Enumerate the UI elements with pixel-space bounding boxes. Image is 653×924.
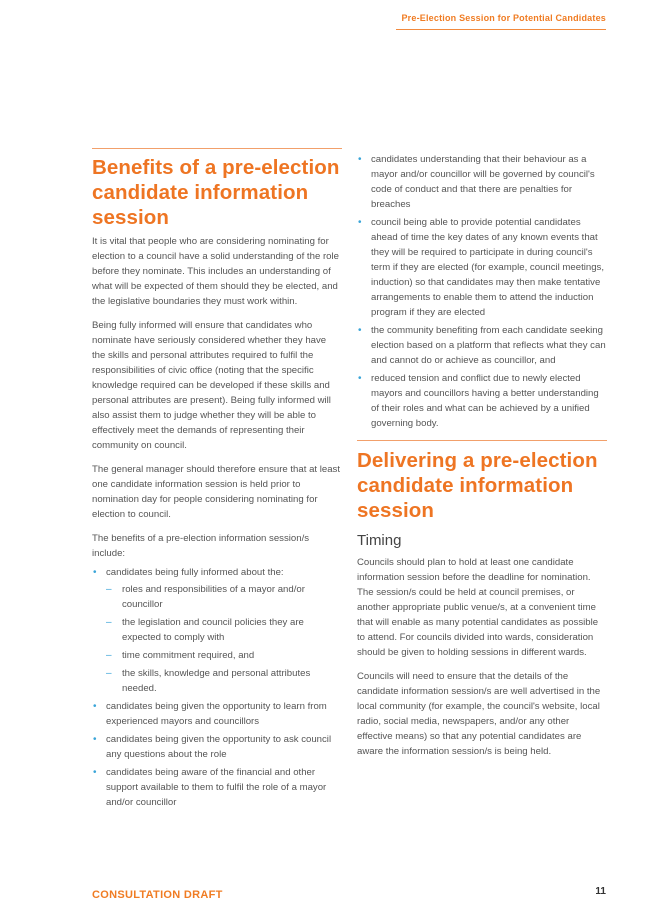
list-item: • candidates being given the opportunity to learn from experienced mayors and councillors (92, 699, 342, 729)
list-item: • reduced tension and conflict due to newly elected mayors and councillors having a better understanding of their roles and what can be achieved by a unified governing body. (357, 371, 607, 431)
section-divider (92, 148, 342, 149)
sub-list (106, 582, 342, 696)
section-divider (357, 440, 607, 441)
list-item: • candidates understanding that their behaviour as a mayor and/or councillor will be governed by council's code of conduct and that there are penalties for breaches (357, 152, 607, 212)
paragraph: The benefits of a pre-election information session/s include: (92, 533, 310, 559)
list-item: • council being able to provide potential candidates ahead of time the key dates of any known events that they will be required to participate in during council's term if they are elected (for example, council meetings, induction) so that candidates may then make tentative arrangements to enable them to attend the induction program if they are elected (357, 215, 607, 320)
paragraph: Councils will need to ensure that the details of the candidate information session/s are well advertised in the local community (for example, the council's website, local radio, social media, newspapers, and/or any other effective means) so that any potential candidates are aware the information session/s is being held. (357, 671, 601, 757)
section-heading-benefits: Benefits of a pre-election candidate information session (92, 156, 340, 229)
list-item: • candidates being aware of the financial and other support available to them to fulfil the role of a mayor and/or councillor (92, 765, 342, 810)
sub-list-item: – the legislation and council policies they are expected to comply with (106, 615, 342, 645)
sub-list-item: – the skills, knowledge and personal attributes needed. (106, 666, 342, 696)
sub-list-item: – roles and responsibilities of a mayor and/or councillor (106, 582, 342, 612)
list-item: • candidates being given the opportunity to ask council any questions about the role (92, 732, 342, 762)
paragraph: It is vital that people who are considering nominating for election to a council have a solid understanding of the role before they nominate. This includes an understanding of what will be expected of them should they be elected, and the legislative boundaries they must work within. (92, 236, 339, 307)
list-item (92, 565, 342, 696)
right-column (357, 152, 607, 768)
paragraph: The general manager should therefore ensure that at least one candidate information session is held prior to nomination day for people considering nominating for election to council. (92, 464, 340, 520)
page-number: 11 (595, 886, 606, 897)
sub-list-item: – time commitment required, and (106, 648, 342, 663)
paragraph: Being fully informed will ensure that candidates who nominate have seriously considered whether they have the skills and personal attributes required to fulfil the responsibilities of civic office (noting that the specific knowledge required can be developed if these skills and personal attributes are present). Being fully informed will also assist them to judge whether they will be able to effectively meet the demands of representing their community on council. (92, 320, 331, 451)
list-item: • the community benefiting from each candidate seeking election based on a platform that reflects what they can and cannot do or achieve as councillor, and (357, 323, 607, 368)
subheading-timing: Timing (357, 532, 402, 549)
benefits-list (92, 565, 342, 810)
left-column (92, 148, 342, 818)
benefits-list-continued (357, 152, 607, 431)
list-item-text: candidates being fully informed about the: (106, 567, 284, 578)
running-header-title: Pre-Election Session for Potential Candidates (401, 13, 606, 23)
footer-label: CONSULTATION DRAFT (92, 889, 223, 901)
paragraph: Councils should plan to hold at least one candidate information session before the deadline for nomination. The session/s could be held at council premises, or another appropriate public venue/s, at a convenient time that will enable as many potential candidates as possible to attend. For councils divided into wards, consideration should be given to holding sessions in different wards. (357, 557, 599, 658)
header-divider (396, 29, 606, 30)
section-heading-delivering: Delivering a pre-election candidate information session (357, 449, 598, 522)
